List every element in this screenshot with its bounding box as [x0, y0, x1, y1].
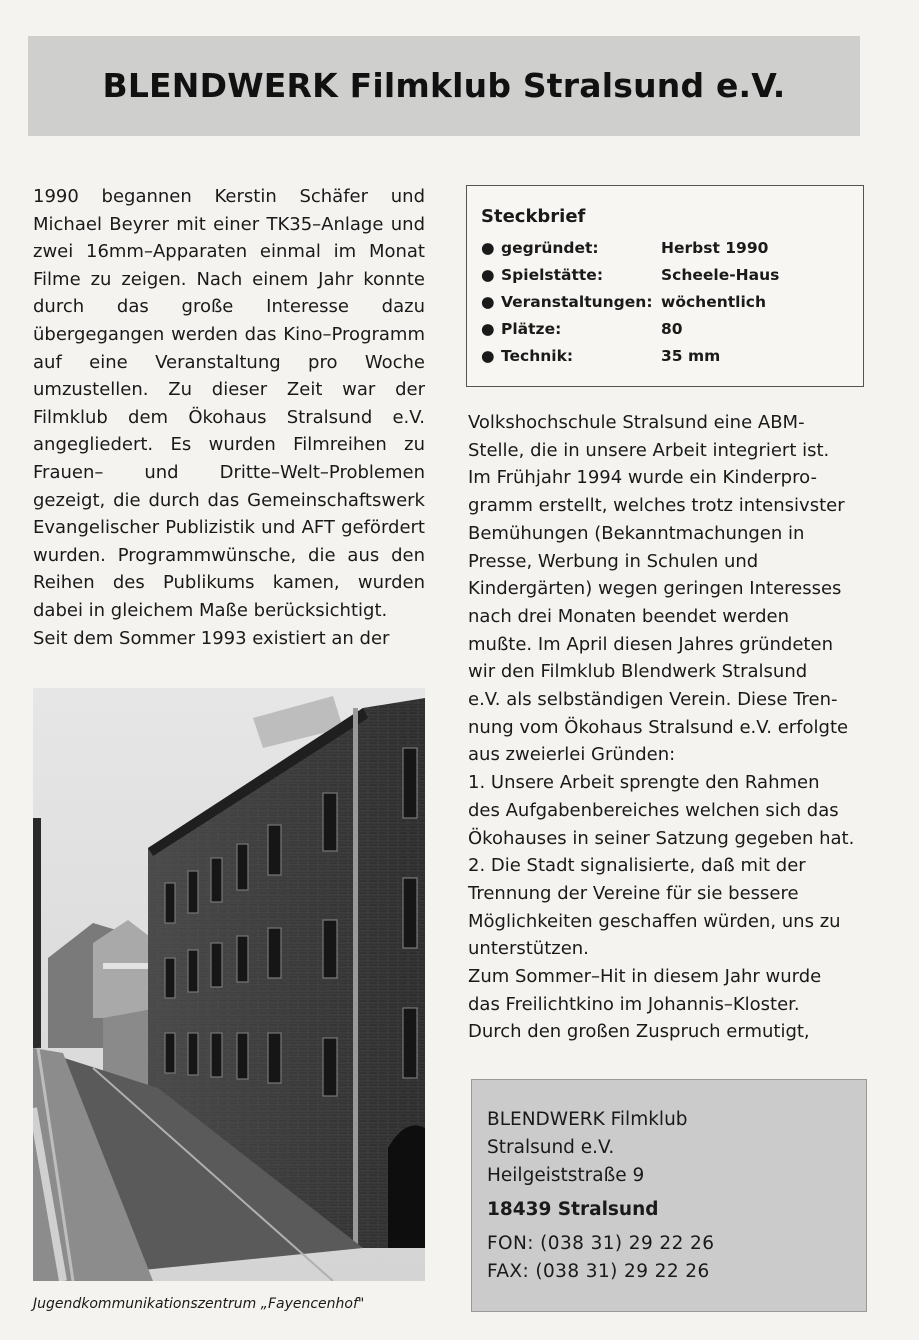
page-title: BLENDWERK Filmklub Stralsund e.V. [102, 66, 786, 105]
steckbrief-row [481, 316, 863, 343]
text-line: unterstützen. [468, 938, 589, 960]
text-line: Bemühungen (Bekanntmachungen in [468, 522, 805, 544]
address-line: Stralsund e.V. [487, 1137, 615, 1158]
text-line: das Freilichtkino im Johannis–Kloster. [468, 993, 800, 1015]
steckbrief-value: Scheele-Haus [661, 266, 780, 284]
right-column [468, 409, 865, 1046]
text-line: nung vom Ökohaus Stralsund e.V. erfolgte [468, 716, 849, 738]
bullet-icon: ● [481, 347, 495, 365]
text-line: 2. Die Stadt signalisierte, daß mit der [468, 855, 806, 877]
text-line: des Aufgabenbereiches welchen sich das [468, 799, 839, 821]
text-line: mußte. Im April diesen Jahres gründeten [468, 633, 833, 655]
text-line: Presse, Werbung in Schulen und [468, 550, 759, 572]
bullet-icon: ● [481, 320, 495, 338]
left-paragraph-2: Seit dem Sommer 1993 existiert an der [33, 627, 390, 649]
steckbrief-box [466, 185, 864, 387]
bullet-icon: ● [481, 293, 495, 311]
text-line: Im Frühjahr 1994 wurde ein Kinderpro- [468, 467, 817, 489]
building-photo [33, 688, 425, 1281]
phone-number: FON: (038 31) 29 22 26 [487, 1233, 715, 1254]
bullet-icon: ● [481, 266, 495, 284]
text-line: Stelle, die in unsere Arbeit integriert ist. [468, 439, 830, 461]
text-line: Möglichkeiten geschaffen würden, uns zu [468, 910, 841, 932]
steckbrief-label: Plätze: [501, 320, 562, 338]
steckbrief-label: gegründet: [501, 239, 599, 257]
left-column [33, 183, 425, 652]
text-line: nach drei Monaten beendet werden [468, 605, 789, 627]
address-city: 18439 Stralsund [487, 1199, 659, 1220]
address-street: Heilgeiststraße 9 [487, 1165, 645, 1186]
bullet-icon: ● [481, 239, 495, 257]
steckbrief-row [481, 235, 863, 262]
text-line: gramm erstellt, welches trotz intensivster [468, 495, 845, 517]
steckbrief-title: Steckbrief [481, 206, 586, 227]
text-line: 1. Unsere Arbeit sprengte den Rahmen [468, 772, 820, 794]
text-line: Zum Sommer–Hit in diesem Jahr wurde [468, 966, 822, 988]
left-paragraph-1: 1990 begannen Kerstin Schäfer und Michael Beyrer mit einer TK35–Anlage und zwei 16mm–Apparaten einmal im Monat Filme zu zeigen. Nach einem Jahr konnte durch das große Interesse dazu übergegangen werden das Kino–Programm auf eine Veranstaltung pro Woche umzustellen. Zu dieser Zeit war der Filmklub dem Ökohaus Stralsund e.V. angegliedert. Es wurden Filmreihen zu Frauen– und Dritte–Welt–Problemen gezeigt, die durch das Gemeinschaftswerk Evangelischer Publizistik und AFT gefördert wurden. Programmwünsche, die aus den Reihen des Publikums kamen, wurden dabei in gleichem Maße berücksichtigt. [33, 186, 425, 621]
address-line: BLENDWERK Filmklub [487, 1109, 688, 1130]
steckbrief-value: wöchentlich [661, 293, 766, 311]
steckbrief-label: Technik: [501, 347, 574, 365]
text-line: Ökohauses in seiner Satzung gegeben hat. [468, 827, 855, 849]
steckbrief-value: 35 mm [661, 347, 721, 365]
text-line: Trennung der Vereine für sie bessere [468, 882, 799, 904]
text-line: e.V. als selbständigen Verein. Diese Tren- [468, 689, 838, 711]
photo-caption: Jugendkommunikationszentrum „Fayencenhof" [33, 1296, 365, 1312]
text-line: wir den Filmklub Blendwerk Stralsund [468, 661, 808, 683]
steckbrief-label: Spielstätte: [501, 266, 604, 284]
text-line: Volkshochschule Stralsund eine ABM- [468, 412, 805, 433]
address-box [471, 1079, 867, 1312]
text-line: Kindergärten) wegen geringen Interesses [468, 578, 842, 600]
fax-number: FAX: (038 31) 29 22 26 [487, 1261, 710, 1282]
steckbrief-label: Veranstaltungen: [501, 293, 653, 311]
steckbrief-value: Herbst 1990 [661, 239, 769, 257]
text-line: aus zweierlei Gründen: [468, 744, 676, 766]
steckbrief-row [481, 262, 863, 289]
text-line: Durch den großen Zuspruch ermutigt, [468, 1021, 810, 1043]
steckbrief-row [481, 343, 863, 370]
steckbrief-value: 80 [661, 320, 683, 338]
steckbrief-row [481, 289, 863, 316]
